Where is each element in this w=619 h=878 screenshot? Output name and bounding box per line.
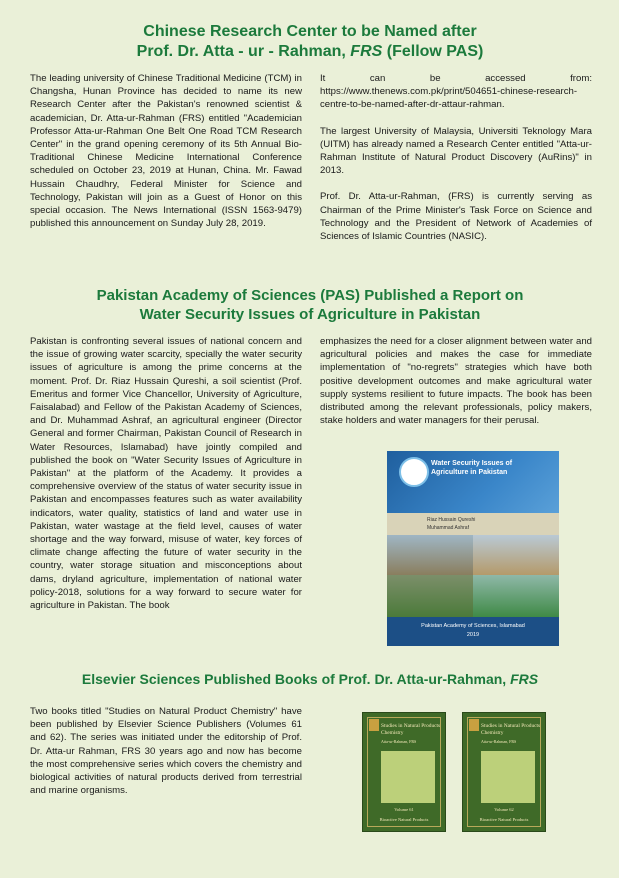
volume-61-editor: Atta-ur-Rahman, FRS [381,739,417,744]
article2-title-line1: Pakistan Academy of Sciences (PAS) Published a Report on [96,287,524,304]
book-photo-rice-paddy [473,575,559,617]
volume-61-title: Studies in Natural Products Chemistry [381,723,441,736]
article1-title-part3: (Fellow PAS) [382,43,484,60]
book-year: 2019 [466,632,480,638]
book-cover-title: Water Security Issues of Agriculture in Pakistan [431,460,513,476]
article1-title-line1: Chinese Research Center to be Named after [143,23,477,40]
book-photo-dry-land [387,535,473,575]
book-publisher: Pakistan Academy of Sciences, Islamabad [421,623,525,629]
article2-left-paragraph: Pakistan is confronting several issues of national concern and the issue of growing water scarcity, specially the water security issues of agriculture is among the prime concerns at the moment. Prof. Dr. Riaz Hussain Qureshi, a soil scientist (Prof. Emeritus and former Vice Chancellor, University of Agriculture, Faisalabad) and Fellow of the Pakistan Academy of Sciences, and Dr. Muhammad Ashraf, an agricultural engineer (Director General and former Chairman, Pakistan Council of Research in Water Resources, Islamabad) have jointly compiled and published the book on "Water Security Issues of Agriculture in Pakistan" at the platform of the Academy. It provides a comprehensive overview of the status of water security issue in Pakistan and encompasses features such as water availability indicators, water quality, statistics of land and water use in Pakistan, water wastage at the field level, causes of water shortage and the way forward, misuse of water, key forces of climate change affecting the future of water security in the country, water storage situation and misconceptions about dams, dryland agriculture, implementation of national water policy-2018, solutions for a way forward to secure water for agriculture in Pakistan. The book [30,336,302,612]
article3-column [30,705,302,810]
volume-62-number: Volume 62 [494,807,514,812]
volume-61-subtitle: Bioactive Natural Products [379,817,429,822]
book-photo-canal [473,535,559,575]
article1-left-column [30,72,302,243]
article2-right-column [320,335,592,440]
article2-heading [40,286,580,324]
article1-left-paragraph: The leading university of Chinese Traditional Medicine (TCM) in Changsha, Hunan Province has decided to name its new Research Center after the Pakistan's renowned scientist & academician, Dr. Atta-ur-Rahman (FRS) entitled "Academician Professor Atta-ur-Rahman One Belt One Road TCM Research Center" in the grand opening ceremony of its 5th Annual Bio-Traditional Chinese Medicine International Conference scheduled on October 23, 2019 at Hunan, China. Mr. Fawad Hussain Chaudhry, Federal Minister for Science and Technology, Pakistan will join as a Guest of Honor on this special occasion. The News International (ISSN 1563-9479) published this announcement on Sunday July 28, 2019. [30,73,302,230]
pas-logo-icon [399,457,429,487]
article1-uitm-paragraph: The largest University of Malaysia, Universiti Teknology Mara (UITM) has already named a Research Center entitled "Atta-ur-Rahman Institute of Natural Product Discovery (AuRins)" in 2013. [320,125,592,177]
article1-title-part1: Prof. Dr. Atta - ur - Rahman, [136,43,351,60]
article1-right-column [320,72,592,256]
volume-61-cover-image [381,751,435,803]
book-cover-authors [387,513,559,535]
volume-61-cover [362,712,446,832]
article1-chairman-paragraph: Prof. Dr. Atta-ur-Rahman, (FRS) is currently serving as Chairman of the Prime Minister's Task Force on Science and Technology and the President of Network of Academies of Sciences of Islamic Countries (NASIC). [320,191,592,243]
article1-access-paragraph: It can be accessed from: https://www.thenews.com.pk/print/504651-chinese-research-centre-to-be-named-after-dr-attaur-rahman. [320,73,592,111]
article3-heading [20,670,600,688]
book-cover-footer [387,617,559,646]
article2-right-paragraph: emphasizes the need for a closer alignment between water and agricultural policies and makes the case for immediate implementation of "no-regrets" strategies which have both positive development outcomes and make agricultural water supply systems resilient to future impacts. The book has been distributed among the relevant professionals, policy makers, stake holders and water managers for their perusal. [320,336,592,427]
volume-62-subtitle: Bioactive Natural Products [479,817,529,822]
volume-62-cover [462,712,546,832]
article2-title-line2: Water Security Issues of Agriculture in Pakistan [139,306,481,323]
water-security-book-cover [387,451,559,646]
article1-title-frs: FRS [350,43,383,60]
volume-62-title: Studies in Natural Products Chemistry [481,723,541,736]
article1-heading [40,22,580,62]
volume-61-number: Volume 61 [394,807,414,812]
article1-title-line2 [40,42,580,62]
elsevier-logo-icon [369,719,379,731]
elsevier-logo-icon [469,719,479,731]
article3-title-frs: FRS [510,671,539,687]
volume-62-editor: Atta-ur-Rahman, FRS [481,739,517,744]
book-author-1: Riaz Hussain Qureshi [427,517,476,523]
article3-title-text: Elsevier Sciences Published Books of Prof. Dr. Atta-ur-Rahman, [81,671,511,687]
volume-62-cover-image [481,751,535,803]
article2-left-column [30,335,302,625]
book-photo-field [387,575,473,617]
book-author-2: Muhammad Ashraf [427,525,469,531]
article3-paragraph: Two books titled "Studies on Natural Product Chemistry" have been published by Elsevier Science Publishers (Volumes 61 and 62). The series was initiated under the editorship of Prof. Dr. Atta-ur Rahman, FRS 30 years ago and now has become the most comprehensive series which covers the chemistry and biological activities of natural products derived from terrestrial and marine organisms. [30,706,302,797]
